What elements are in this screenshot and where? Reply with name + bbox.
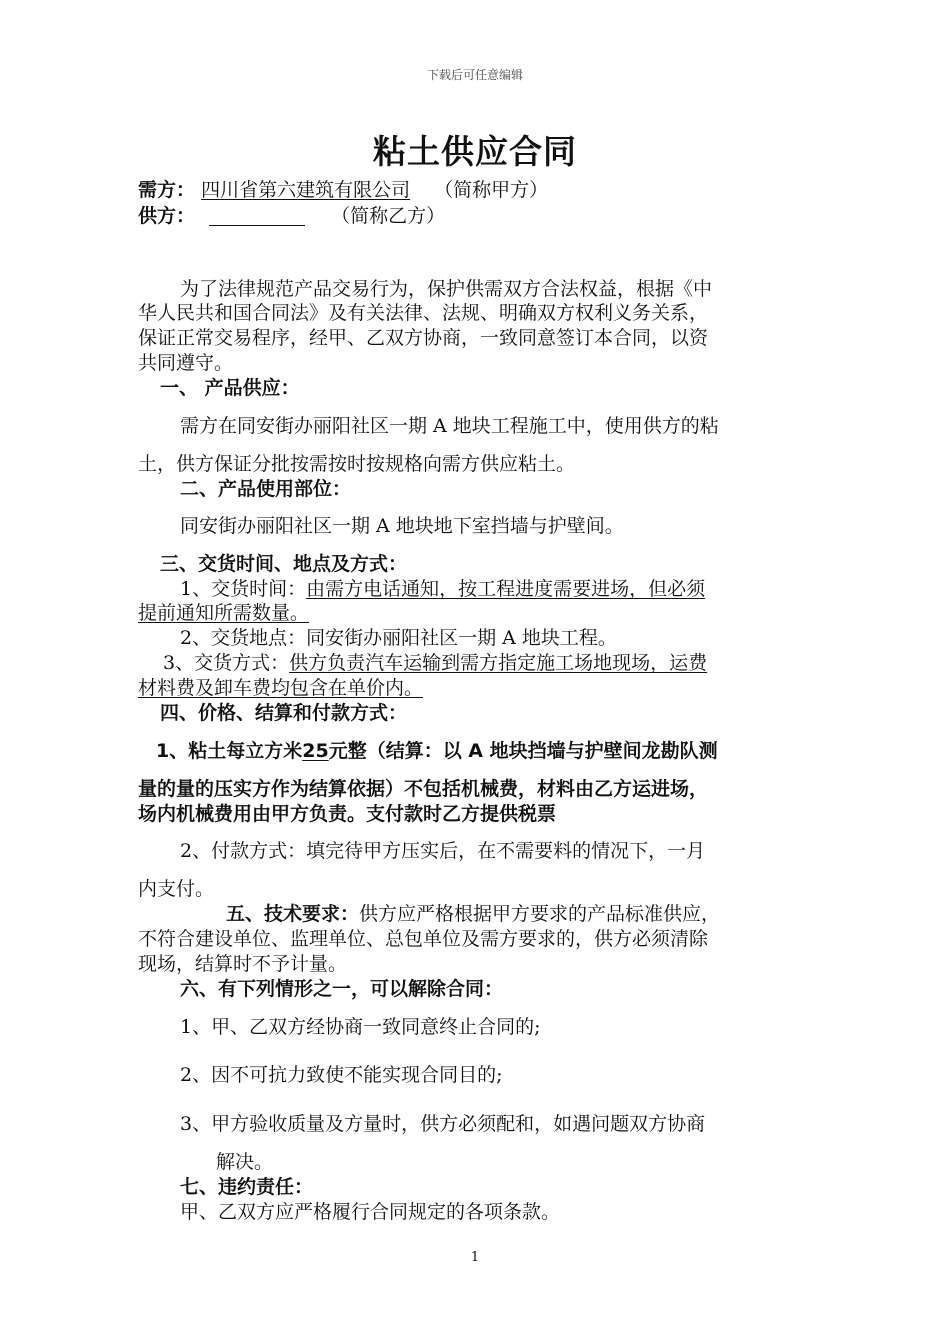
payment-line-2: 内支付。: [138, 878, 215, 900]
price-text-b: 元整（结算：以 A 地块挡墙与护壁间龙勘队测: [328, 740, 718, 762]
buyer-label: 需方：: [138, 179, 196, 201]
supplier-alias: （简称乙方）: [331, 205, 446, 227]
section-1-line-2: 土，供方保证分批按需按时按规格向需方供应粘土。: [138, 453, 576, 475]
delivery-place-line: 2、交货地点：同安街办丽阳社区一期 A 地块工程。: [180, 627, 617, 649]
intro-line-4: 共同遵守。: [138, 352, 234, 374]
price-line-3: 场内机械费用由甲方负责。支付款时乙方提供税票: [138, 803, 557, 825]
supplier-line: [138, 201, 445, 228]
supplier-label: 供方：: [138, 205, 196, 227]
delivery-time-text: 由需方电话通知，按工程进度需要进场，但必须: [306, 578, 706, 600]
price-line-1: [156, 736, 718, 763]
section-5-heading: 五、技术要求：: [226, 903, 360, 925]
price-value: 25: [302, 740, 329, 762]
section-5-line-3: 现场，结算时不予计量。: [138, 953, 348, 975]
delivery-time-label: 1、交货时间：: [180, 578, 307, 600]
section-1-heading: 一、 产品供应：: [160, 377, 300, 399]
supplier-name-blank: [209, 207, 305, 226]
header-note: 下载后可任意编辑: [426, 68, 523, 82]
price-text-a: 1、粘土每立方米: [156, 740, 303, 762]
document-title: 粘土供应合同: [373, 132, 577, 171]
termination-item-3-cont: 解决。: [216, 1151, 274, 1173]
delivery-time-text-2: 提前通知所需数量。: [138, 602, 310, 624]
buyer-alias: （简称甲方）: [434, 179, 549, 201]
section-2-text: 同安街办丽阳社区一期 A 地块地下室挡墙与护壁间。: [180, 515, 624, 537]
section-7-heading: 七、违约责任：: [180, 1176, 314, 1198]
delivery-mode-label: 3、交货方式：: [163, 652, 290, 674]
price-line-2: 量的量的压实方作为结算依据）不包括机械费，材料由乙方运进场，: [138, 778, 709, 800]
section-5-line-2: 不符合建设单位、监理单位、总包单位及需方要求的，供方必须清除: [138, 928, 709, 950]
section-5-line-1: [226, 899, 720, 926]
section-6-heading: 六、有下列情形之一，可以解除合同：: [180, 978, 504, 1000]
buyer-line: [138, 175, 548, 202]
section-4-heading: 四、价格、结算和付款方式：: [160, 702, 408, 724]
payment-line-1: 2、付款方式：填完待甲方压实后，在不需要料的情况下，一月: [180, 840, 706, 862]
intro-line-2: 华人民共和国合同法》及有关法律、法规、明确双方权利义务关系，: [138, 302, 709, 324]
section-5-text-1: 供方应严格根据甲方要求的产品标准供应，: [359, 903, 721, 925]
page-number: 1: [470, 1250, 480, 1265]
delivery-mode-text: 供方负责汽车运输到需方指定施工场地现场，运费: [289, 652, 708, 674]
termination-item-2: 2、因不可抗力致使不能实现合同目的;: [180, 1064, 503, 1086]
intro-line-3: 保证正常交易程序，经甲、乙双方协商，一致同意签订本合同，以资: [138, 327, 709, 349]
section-1-line-1: 需方在同安街办丽阳社区一期 A 地块工程施工中，使用供方的粘: [180, 415, 719, 437]
delivery-mode-text-2: 材料费及卸车费均包含在单价内。: [138, 677, 424, 699]
delivery-mode-line: [163, 648, 707, 675]
section-2-heading: 二、产品使用部位：: [180, 478, 352, 500]
intro-line-1: 为了法律规范产品交易行为，保护供需双方合法权益，根据《中: [180, 278, 713, 300]
buyer-name: 四川省第六建筑有限公司: [201, 179, 411, 201]
section-7-text: 甲、乙双方应严格履行合同规定的各项条款。: [180, 1201, 561, 1223]
termination-item-3: 3、甲方验收质量及方量时，供方必须配和，如遇问题双方协商: [180, 1113, 706, 1135]
delivery-time-line: [180, 574, 705, 601]
termination-item-1: 1、甲、乙双方经协商一致同意终止合同的;: [180, 1016, 541, 1038]
section-3-heading: 三、交货时间、地点及方式：: [160, 553, 408, 575]
